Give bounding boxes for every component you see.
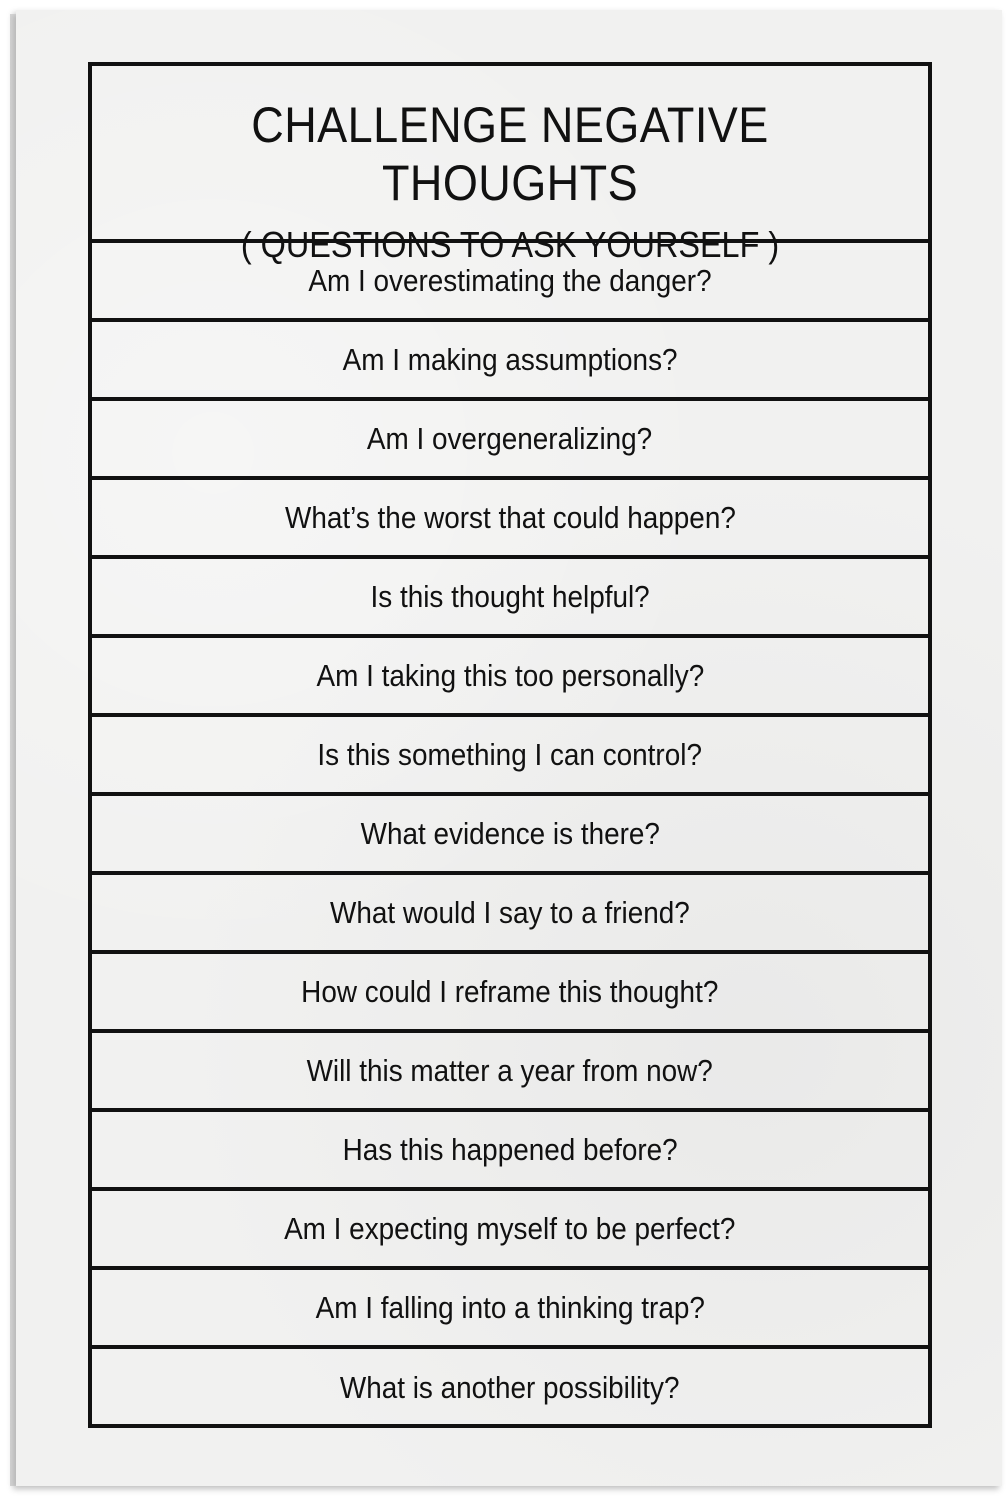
poster-title: CHALLENGE NEGATIVE THOUGHTS <box>251 97 769 211</box>
question-text: Am I overgeneralizing? <box>367 420 653 456</box>
question-row <box>92 559 928 638</box>
question-text: Am I taking this too personally? <box>316 657 704 693</box>
question-text: Am I overestimating the danger? <box>308 262 712 298</box>
question-row <box>92 1349 928 1426</box>
question-text: Is this thought helpful? <box>370 578 650 614</box>
question-text: Has this happened before? <box>342 1131 678 1167</box>
question-row <box>92 480 928 559</box>
question-text: What would I say to a friend? <box>330 894 690 930</box>
question-text: How could I reframe this thought? <box>301 973 719 1009</box>
poster-subtitle: ( QUESTIONS TO ASK YOURSELF ) <box>240 224 780 265</box>
question-row <box>92 1270 928 1349</box>
question-row <box>92 1191 928 1270</box>
question-row <box>92 638 928 717</box>
question-text: What’s the worst that could happen? <box>284 499 736 535</box>
question-row <box>92 322 928 401</box>
question-row <box>92 796 928 875</box>
poster-header <box>92 66 928 265</box>
question-row <box>92 1112 928 1191</box>
question-text: What is another possibility? <box>340 1369 680 1405</box>
question-text: What evidence is there? <box>360 815 660 851</box>
poster-board <box>88 62 932 1428</box>
question-row <box>92 1033 928 1112</box>
question-text: Am I falling into a thinking trap? <box>315 1289 705 1325</box>
question-row <box>92 954 928 1033</box>
question-text: Is this something I can control? <box>317 736 703 772</box>
question-text: Will this matter a year from now? <box>306 1052 714 1088</box>
question-text: Am I making assumptions? <box>342 341 678 377</box>
questions-list <box>92 243 928 1426</box>
question-text: Am I expecting myself to be perfect? <box>284 1210 736 1246</box>
question-row <box>92 717 928 796</box>
question-row <box>92 401 928 480</box>
question-row <box>92 875 928 954</box>
